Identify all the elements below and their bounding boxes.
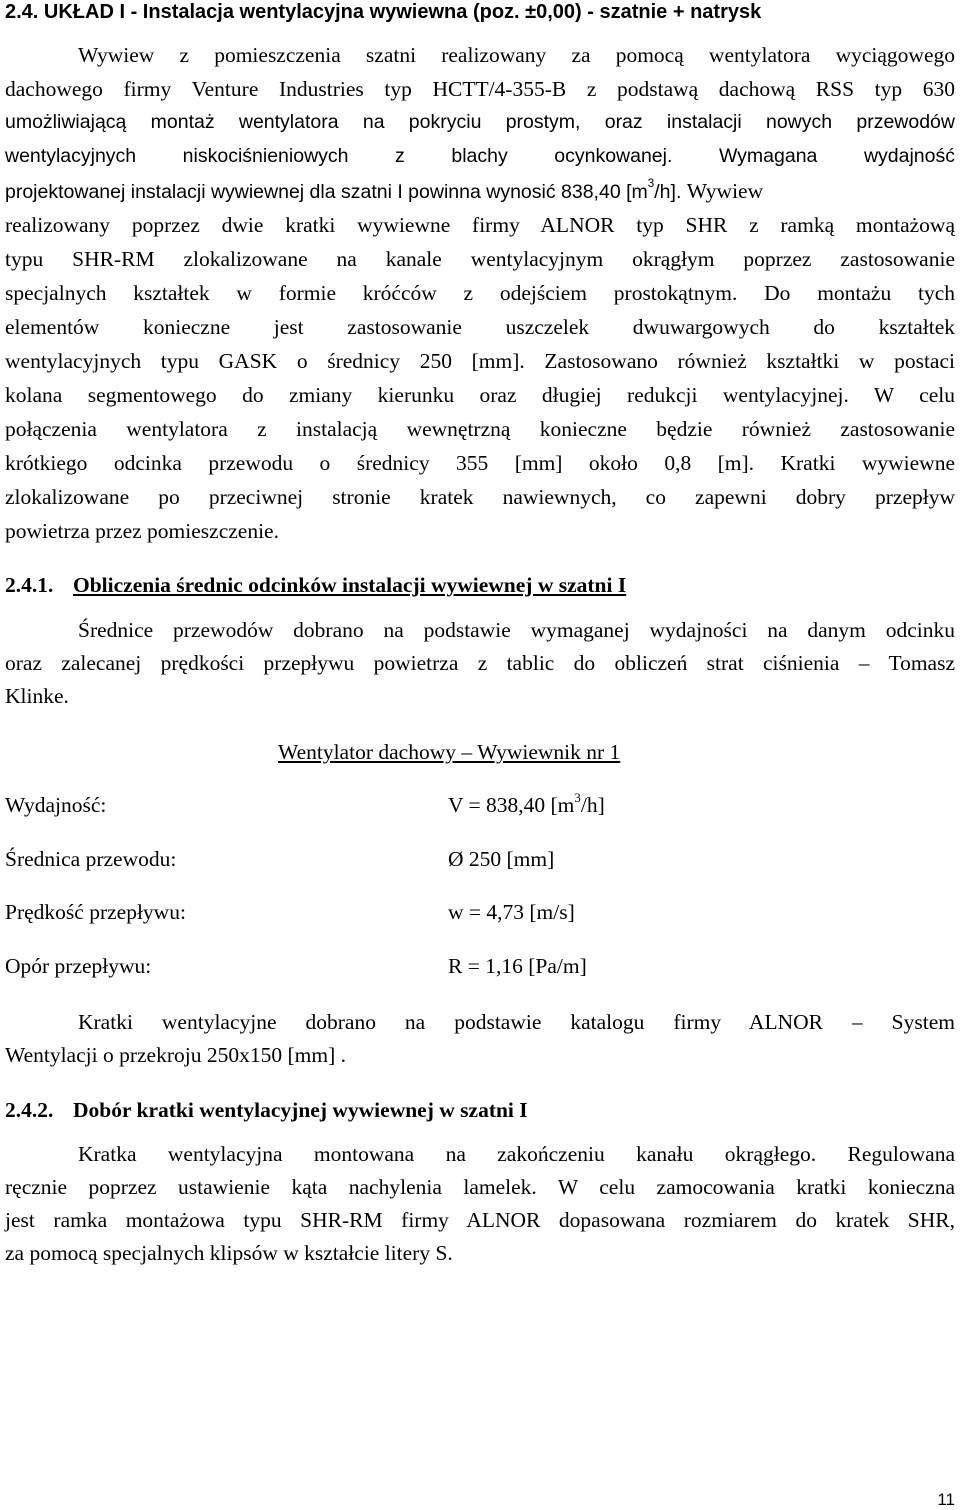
- subsection-heading-1: [5, 575, 955, 597]
- intro-line-5-text: projektowanej instalacji wywiewnej dla szatni I powinna wynosić 838,40 [m: [5, 181, 648, 203]
- sub2-line-2: ręcznie poprzez ustawienie kąta nachylenia lamelek. W celu zamocowania kratki konieczna: [5, 1175, 955, 1199]
- intro-line-6: realizowany poprzez dwie kratki wywiewne firmy ALNOR typ SHR z ramką montażową: [5, 213, 955, 237]
- param-label-resistance: Opór przepływu:: [5, 954, 152, 978]
- subsection-number-2: 2.4.2.: [5, 1098, 54, 1122]
- intro-line-10: wentylacyjnych typu GASK o średnicy 250 [mm]. Zastosowano również kształtki w postaci: [5, 349, 955, 373]
- intro-line-9: elementów konieczne jest zastosowanie uszczelek dwuwargowych do kształtek: [5, 315, 955, 339]
- param-value-velocity: w = 4,73 [m/s]: [448, 900, 575, 924]
- intro-line-3: umożliwiającą montaż wentylatora na pokryciu prostym, oraz instalacji nowych przewodów: [5, 111, 955, 133]
- param-value-capacity-end: /h]: [580, 793, 605, 817]
- intro-line-13: krótkiego odcinka przewodu o średnicy 355 [mm] około 0,8 [m]. Kratki wywiewne: [5, 451, 955, 475]
- grille-line-2: Wentylacji o przekroju 250x150 [mm] .: [5, 1043, 346, 1067]
- sub2-line-3: jest ramka montażowa typu SHR-RM firmy ALNOR dopasowana rozmiarem do kratek SHR,: [5, 1208, 955, 1232]
- subsection-number: 2.4.1.: [5, 573, 54, 597]
- intro-line-5-tail: Wywiew: [686, 179, 764, 203]
- param-value-diameter: Ø 250 [mm]: [448, 847, 555, 871]
- sub2-line-4: za pomocą specjalnych klipsów w kształcie litery S.: [5, 1241, 453, 1265]
- subsection-heading-2: [5, 1100, 955, 1122]
- section-title: 2.4. UKŁAD I - Instalacja wentylacyjna wywiewna (poz. ±0,00) - szatnie + natrysk: [5, 1, 762, 23]
- intro-line-12: połączenia wentylatora z instalacją wewnętrzną konieczne będzie również zastosowanie: [5, 417, 955, 441]
- param-label-capacity: Wydajność:: [5, 793, 107, 817]
- intro-line-8: specjalnych kształtek w formie króćców z odejściem prostokątnym. Do montażu tych: [5, 281, 955, 305]
- param-value-capacity-text: V = 838,40 [m: [448, 793, 575, 817]
- grille-line-1: Kratki wentylacyjne dobrano na podstawie katalogu firmy ALNOR – System: [78, 1010, 955, 1034]
- param-label-diameter: Średnica przewodu:: [5, 847, 177, 871]
- intro-line-11: kolana segmentowego do zmiany kierunku oraz długiej redukcji wentylacyjnej. W celu: [5, 383, 955, 407]
- intro-line-7: typu SHR-RM zlokalizowane na kanale wentylacyjnym okrągłym poprzez zastosowanie: [5, 247, 955, 271]
- param-value-capacity-sup: 3: [574, 791, 581, 805]
- sub2-line-1: Kratka wentylacyjna montowana na zakończeniu kanału okrągłego. Regulowana: [78, 1142, 955, 1166]
- sub1-line-1: Średnice przewodów dobrano na podstawie wymaganej wydajności na danym odcinku: [78, 618, 955, 642]
- sub1-line-2: oraz zalecanej prędkości przepływu powietrza z tablic do obliczeń strat ciśnienia – Tomasz: [5, 651, 955, 675]
- unit-superscript: 3: [647, 177, 655, 190]
- subsection-title-2: Dobór kratki wentylacyjnej wywiewnej w szatni I: [73, 1098, 528, 1122]
- intro-line-4: wentylacyjnych niskociśnieniowych z blachy ocynkowanej. Wymagana wydajność: [5, 145, 955, 167]
- param-value-resistance: R = 1,16 [Pa/m]: [448, 954, 587, 978]
- intro-line-5: [5, 177, 955, 203]
- intro-line-14: zlokalizowane po przeciwnej stronie kratek nawiewnych, co zapewni dobry przepływ: [5, 485, 955, 509]
- param-value-capacity: [448, 791, 605, 817]
- subsection-title: Obliczenia średnic odcinków instalacji wywiewnej w szatni I: [73, 573, 627, 597]
- intro-line-1: Wywiew z pomieszczenia szatni realizowany za pomocą wentylatora wyciągowego: [78, 43, 955, 67]
- intro-line-2: dachowego firmy Venture Industries typ HCTT/4-355-B z podstawą dachową RSS typ 630: [5, 77, 955, 101]
- sub1-line-3: Klinke.: [5, 684, 69, 708]
- intro-line-5-unit-end: /h].: [654, 181, 682, 203]
- page-number: 11: [937, 1490, 955, 1509]
- fan-title: Wentylator dachowy – Wywiewnik nr 1: [278, 740, 621, 764]
- param-label-velocity: Prędkość przepływu:: [5, 900, 186, 924]
- intro-line-15: powietrza przez pomieszczenie.: [5, 519, 279, 543]
